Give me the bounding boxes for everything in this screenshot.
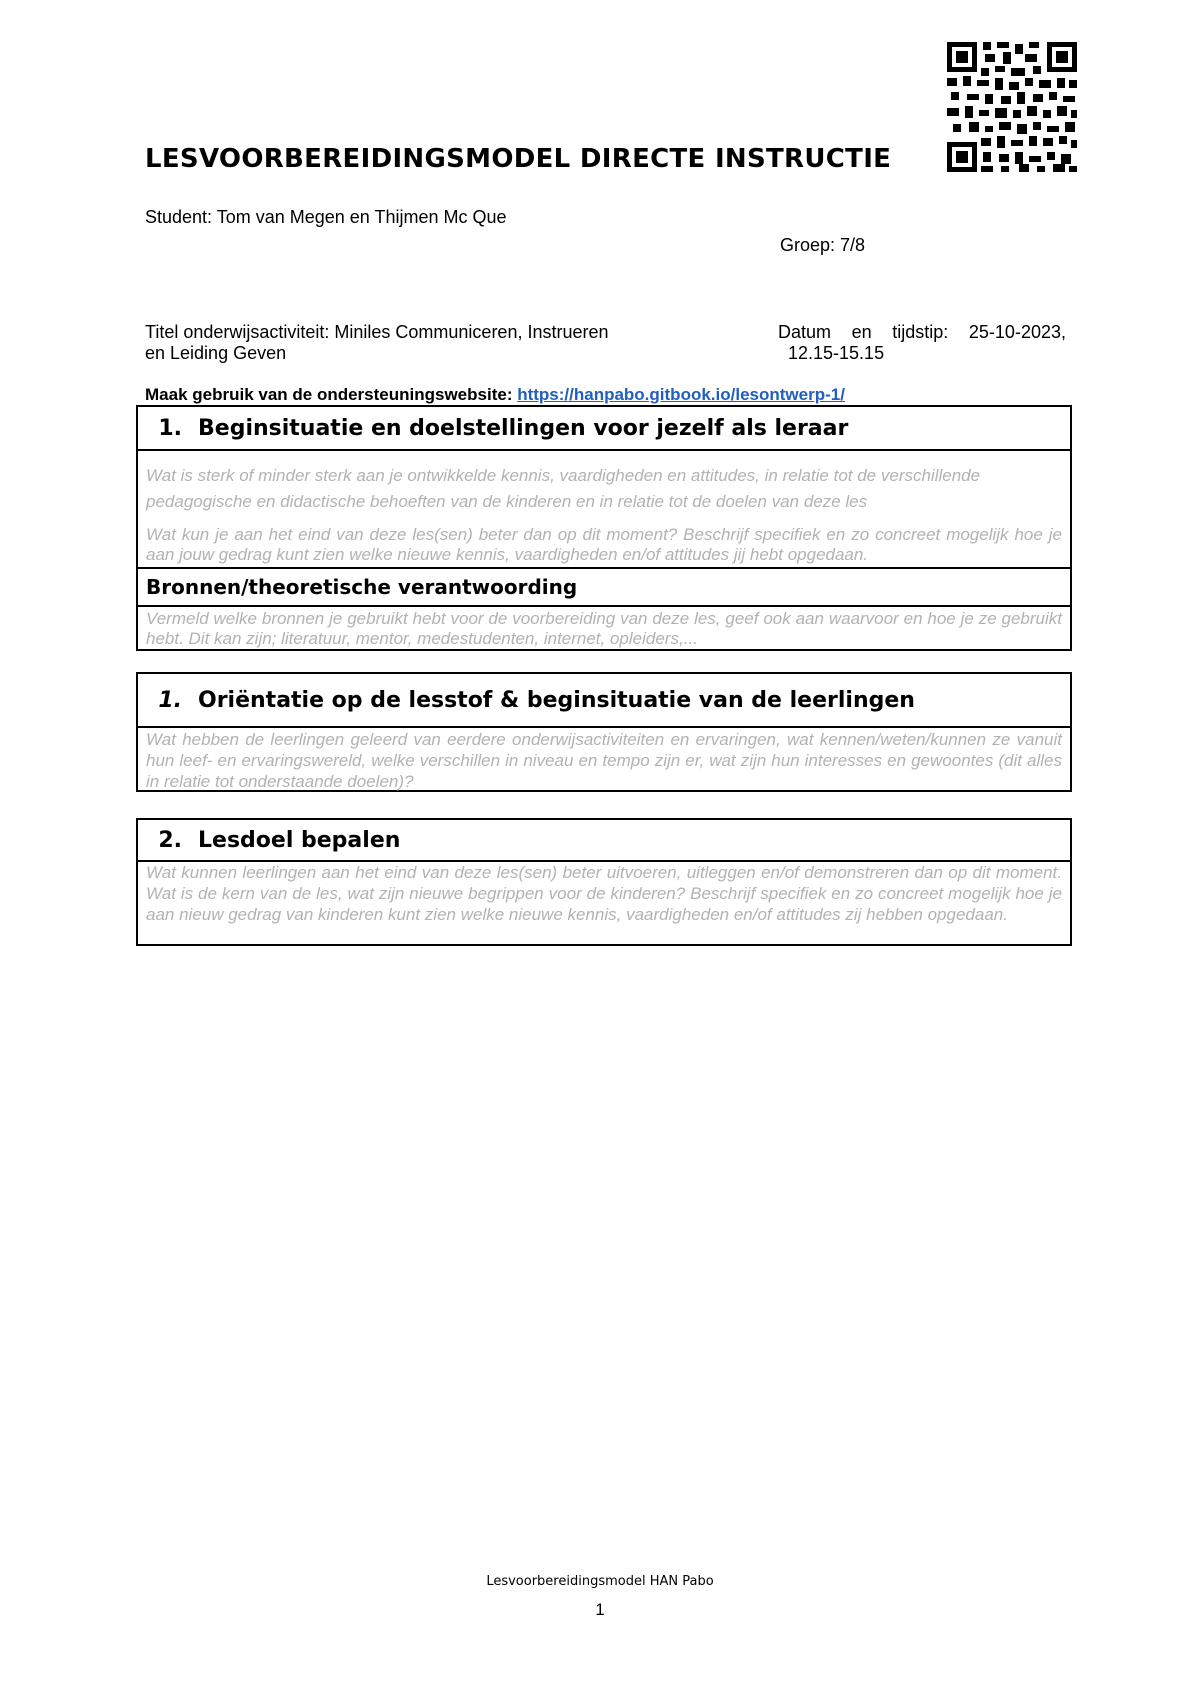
section-header	[138, 674, 1070, 728]
activity-title-line1: Titel onderwijsactiviteit: Miniles Communiceren, Instrueren	[145, 322, 609, 342]
datum-line1	[778, 322, 1066, 343]
section-title: Beginsituatie en doelstellingen voor jezelf als leraar	[198, 415, 849, 441]
page-number: 1	[595, 1600, 605, 1619]
subsection-title: Bronnen/theoretische verantwoording	[138, 567, 1070, 607]
hint-text[interactable]: Wat kun je aan het eind van deze les(sen) beter dan op dit moment? Beschrijf specifiek en zo concreet mogelijk hoe je aan jouw gedrag kunt zien welke nieuwe kennis, vaardigheden en/of attitudes jij hebt opgedaan.	[146, 525, 1062, 564]
student-names: Student: Tom van Megen en Thijmen Mc Que	[145, 207, 507, 227]
website-link[interactable]: https://hanpabo.gitbook.io/lesontwerp-1/	[517, 385, 845, 404]
datum-word: tijdstip:	[892, 322, 949, 342]
hint-text[interactable]: Vermeld welke bronnen je gebruikt hebt voor de voorbereiding van deze les, geef ook aan waarvoor en hoe je ze gebruikt hebt. Dit kan zijn; literatuur, mentor, medestudenten, internet, opleiders,...	[146, 609, 1062, 648]
section-title: Oriëntatie op de lesstof & beginsituatie van de leerlingen	[198, 687, 915, 713]
section-number: 1.	[158, 415, 182, 441]
document-title: LESVOORBEREIDINGSMODEL DIRECTE INSTRUCTIE	[145, 144, 892, 174]
activity-title-line2: en Leiding Geven	[145, 343, 287, 363]
datum-line2: 12.15-15.15	[788, 343, 885, 363]
section-number: 1.	[158, 687, 182, 713]
hint-text[interactable]: Wat kunnen leerlingen aan het eind van deze les(sen) beter uitvoeren, uitleggen en/of demonstreren dan op dit moment. Wat is de kern van de les, wat zijn nieuwe begrippen voor de kinderen? Beschrijf specifiek en zo concreet mogelijk hoe je aan nieuw gedrag van kinderen kunt zien welke nieuwe kennis, vaardigheden en/of attitudes zij hebben opgedaan.	[146, 863, 1062, 924]
website-label: Maak gebruik van de ondersteuningswebsite:	[145, 385, 518, 404]
datum-word: 25-10-2023,	[968, 322, 1066, 342]
hint-text[interactable]: Wat hebben de leerlingen geleerd van eerdere onderwijsactiviteiten en ervaringen, wat kennen/weten/kunnen ze vanuit hun leef- en ervaringswereld, welke verschillen in niveau en tempo zijn er, wat zijn hun interesses en gewoontes (dit alles in relatie tot onderstaande doelen)?	[146, 730, 1062, 791]
page-footer: Lesvoorbereidingsmodel HAN Pabo	[486, 1574, 714, 1589]
datum-word: en	[851, 322, 872, 342]
hint-text[interactable]: Wat is sterk of minder sterk aan je ontwikkelde kennis, vaardigheden en attitudes, in relatie tot de verschillende pedagogische en didactische behoeften van de kinderen en in relatie tot de doelen van deze les	[146, 466, 981, 511]
section-header	[138, 820, 1070, 862]
datum-word: Datum	[778, 322, 832, 342]
section-lesdoel-bepalen	[136, 818, 1072, 946]
datum-tijdstip	[778, 322, 1066, 364]
section-title: Lesdoel bepalen	[198, 827, 401, 853]
groep-label: Groep: 7/8	[780, 235, 866, 255]
qr-code-icon	[945, 40, 1079, 174]
section-beginsituatie-leraar	[136, 405, 1072, 651]
website-line	[145, 385, 845, 405]
section-orientatie-lesstof	[136, 672, 1072, 792]
activity-title	[145, 322, 625, 364]
section-number: 2.	[158, 827, 182, 853]
section-header	[138, 407, 1070, 451]
